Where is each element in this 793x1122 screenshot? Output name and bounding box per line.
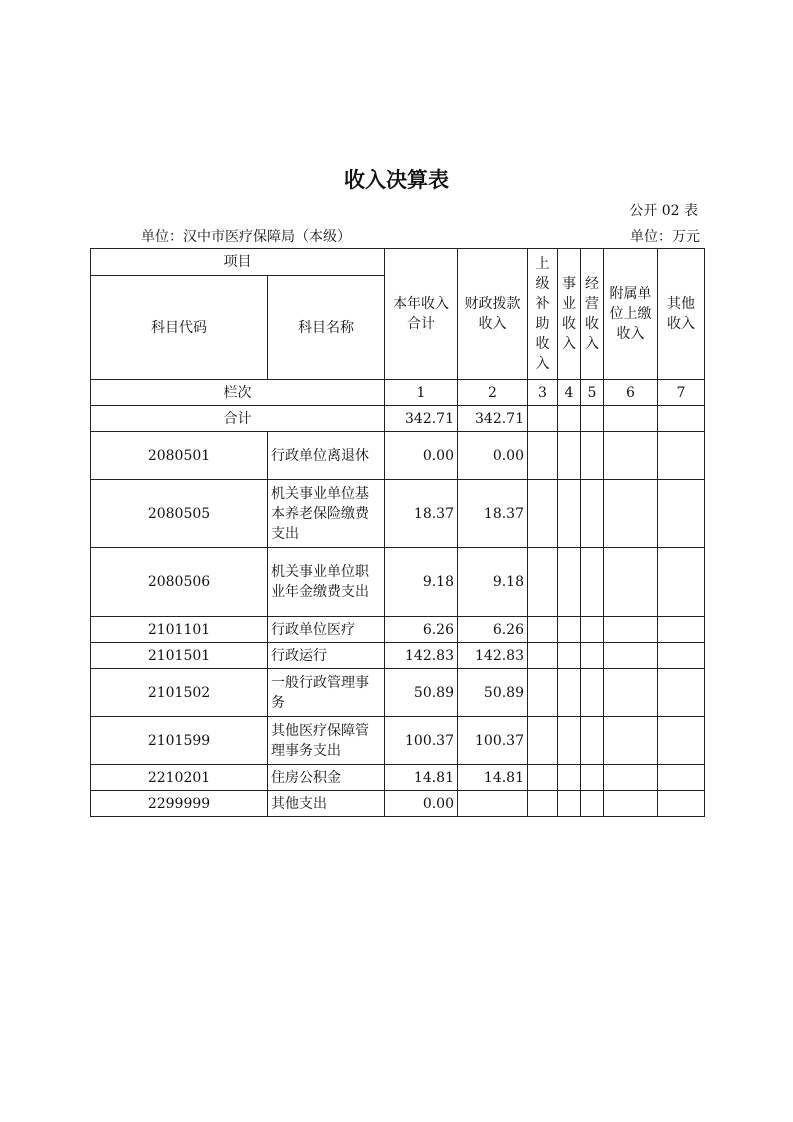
column-index-row [91,380,705,406]
income-final-accounts-table [90,248,705,817]
fiscal-value [458,791,528,817]
subject-name: 机关事业单位职业年金缴费支出 [268,548,385,617]
subject-code: 2080506 [91,548,268,617]
fiscal-value: 50.89 [458,669,528,717]
subject-name: 行政运行 [268,643,385,669]
empty-cell [658,643,705,669]
table-row [91,548,705,617]
fiscal-value: 0.00 [458,432,528,480]
total-income-value: 0.00 [385,791,458,817]
total-income-value: 6.26 [385,617,458,643]
report-title: 收入决算表 [344,167,449,192]
empty-cell [581,643,604,669]
total-income-value: 100.37 [385,717,458,765]
subject-name: 其他医疗保障管理事务支出 [268,717,385,765]
empty-cell [528,617,558,643]
subject-code: 2101101 [91,617,268,643]
fiscal-header: 财政拨款收入 [458,249,528,380]
total-income-value: 0.00 [385,432,458,480]
subject-name: 一般行政管理事务 [268,669,385,717]
empty-cell [604,406,658,432]
empty-cell [658,717,705,765]
empty-cell [558,643,581,669]
empty-cell [528,643,558,669]
column-index-number: 4 [558,380,581,406]
column-index-number: 3 [528,380,558,406]
empty-cell [658,432,705,480]
subject-code: 2101502 [91,669,268,717]
subject-code: 2080505 [91,480,268,548]
empty-cell [528,669,558,717]
empty-cell [558,765,581,791]
subject-name: 机关事业单位基本养老保险缴费支出 [268,480,385,548]
column-index-number: 1 [385,380,458,406]
empty-cell [604,765,658,791]
total-income-value: 9.18 [385,548,458,617]
empty-cell [528,406,558,432]
empty-cell [528,717,558,765]
empty-cell [558,480,581,548]
table-row [91,643,705,669]
superior-subsidy-header: 上级补助收入 [528,249,558,380]
empty-cell [581,765,604,791]
empty-cell [558,432,581,480]
empty-cell [604,717,658,765]
table-row [91,617,705,643]
name-col-header: 科目名称 [268,276,385,380]
subject-code: 2299999 [91,791,268,817]
fiscal-value: 100.37 [458,717,528,765]
total-income-value: 50.89 [385,669,458,717]
empty-cell [581,717,604,765]
subject-code: 2101501 [91,643,268,669]
empty-cell [528,480,558,548]
subject-code: 2101599 [91,717,268,765]
column-index-number: 7 [658,380,705,406]
empty-cell [581,432,604,480]
fiscal-value: 342.71 [458,406,528,432]
total-row [91,406,705,432]
empty-cell [558,548,581,617]
column-index-label: 栏次 [91,380,385,406]
column-index-number: 5 [581,380,604,406]
empty-cell [658,791,705,817]
total-income-header: 本年收入合计 [385,249,458,380]
empty-cell [604,643,658,669]
empty-cell [528,791,558,817]
total-label: 合计 [91,406,385,432]
empty-cell [581,548,604,617]
total-income-value: 342.71 [385,406,458,432]
table-row [91,765,705,791]
empty-cell [528,432,558,480]
fiscal-value: 9.18 [458,548,528,617]
empty-cell [558,717,581,765]
subject-code: 2210201 [91,765,268,791]
empty-cell [528,765,558,791]
project-header: 项目 [91,249,385,276]
empty-cell [658,406,705,432]
empty-cell [581,791,604,817]
empty-cell [604,480,658,548]
header-row-1 [91,249,705,276]
empty-cell [658,617,705,643]
empty-cell [604,432,658,480]
unit-name: 单位：汉中市医疗保障局（本级） [141,229,351,245]
empty-cell [604,669,658,717]
business-income-header: 事业收入 [558,249,581,380]
other-income-header: 其他收入 [658,249,705,380]
subject-name: 住房公积金 [268,765,385,791]
affiliated-income-header: 附属单位上缴收入 [604,249,658,380]
empty-cell [604,617,658,643]
code-col-header: 科目代码 [91,276,268,380]
empty-cell [558,406,581,432]
subject-name: 其他支出 [268,791,385,817]
fiscal-value: 6.26 [458,617,528,643]
empty-cell [558,791,581,817]
empty-cell [558,669,581,717]
empty-cell [581,480,604,548]
fiscal-value: 14.81 [458,765,528,791]
empty-cell [528,548,558,617]
total-income-value: 14.81 [385,765,458,791]
table-row [91,791,705,817]
subject-name: 行政单位离退休 [268,432,385,480]
total-income-value: 18.37 [385,480,458,548]
table-row [91,480,705,548]
table-row [91,717,705,765]
total-income-value: 142.83 [385,643,458,669]
empty-cell [558,617,581,643]
empty-cell [581,406,604,432]
empty-cell [604,548,658,617]
subject-name: 行政单位医疗 [268,617,385,643]
fiscal-value: 18.37 [458,480,528,548]
table-row [91,432,705,480]
operating-income-header: 经营收入 [581,249,604,380]
fiscal-value: 142.83 [458,643,528,669]
empty-cell [604,791,658,817]
empty-cell [581,669,604,717]
empty-cell [658,669,705,717]
empty-cell [581,617,604,643]
form-code: 公开 02 表 [629,203,698,219]
column-index-number: 6 [604,380,658,406]
empty-cell [658,480,705,548]
subject-code: 2080501 [91,432,268,480]
currency-unit: 单位：万元 [630,229,700,245]
table-row [91,669,705,717]
empty-cell [658,765,705,791]
empty-cell [658,548,705,617]
column-index-number: 2 [458,380,528,406]
